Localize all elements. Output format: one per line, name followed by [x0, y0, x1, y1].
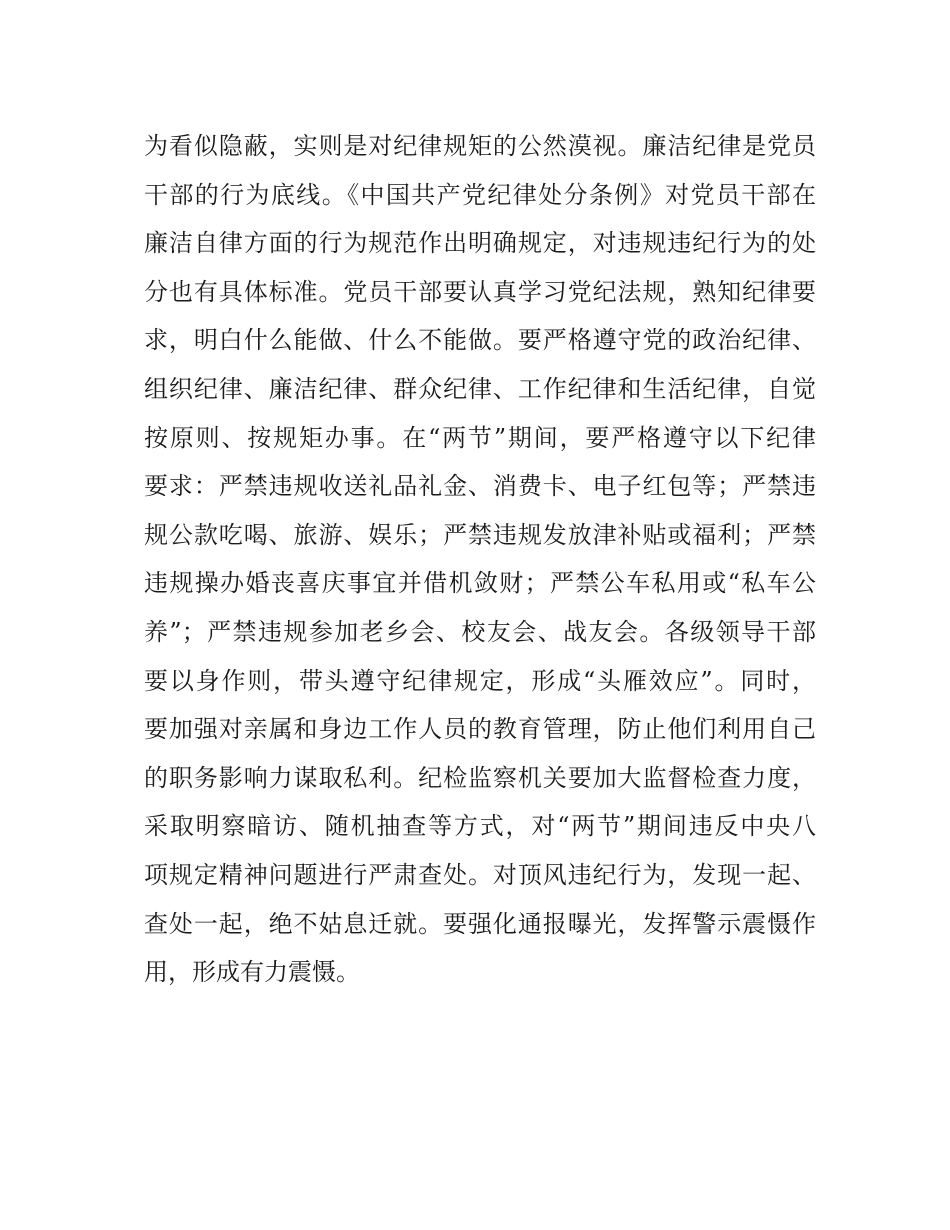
text-line: 查处一起，绝不姑息迁就。要强化通报曝光，发挥警示震慑作 [144, 909, 816, 938]
text-line: 组织纪律、廉洁纪律、群众纪律、工作纪律和生活纪律，自觉 [144, 374, 816, 403]
text-line: 违规操办婚丧喜庆事宜并借机敛财；严禁公车私用或“私车公 [144, 569, 816, 598]
text-line: 要以身作则，带头遵守纪律规定，形成“头雁效应”。同时， [144, 666, 816, 695]
body-paragraph [144, 122, 816, 997]
text-line: 干部的行为底线。《中国共产党纪律处分条例》对党员干部在 [144, 180, 816, 209]
text-line: 项规定精神问题进行严肃查处。对顶风违纪行为，发现一起、 [144, 860, 816, 889]
text-line: 要求：严禁违规收送礼品礼金、消费卡、电子红包等；严禁违 [144, 472, 816, 501]
text-line: 按原则、按规矩办事。在“两节”期间，要严格遵守以下纪律 [144, 423, 816, 452]
text-line: 的职务影响力谋取私利。纪检监察机关要加大监督检查力度， [144, 763, 816, 792]
text-line-last: 用，形成有力震慑。 [144, 958, 360, 987]
text-line: 要加强对亲属和身边工作人员的教育管理，防止他们利用自己 [144, 715, 816, 744]
text-line: 为看似隐蔽，实则是对纪律规矩的公然漠视。廉洁纪律是党员 [144, 132, 816, 160]
text-line: 养”；严禁违规参加老乡会、校友会、战友会。各级领导干部 [144, 617, 816, 646]
text-line: 采取明察暗访、随机抽查等方式，对“两节”期间违反中央八 [144, 812, 816, 841]
text-line: 求，明白什么能做、什么不能做。要严格遵守党的政治纪律、 [144, 326, 816, 355]
text-line: 廉洁自律方面的行为规范作出明确规定，对违规违纪行为的处 [144, 229, 816, 258]
text-line: 规公款吃喝、旅游、娱乐；严禁违规发放津补贴或福利；严禁 [144, 520, 816, 549]
text-line: 分也有具体标准。党员干部要认真学习党纪法规，熟知纪律要 [144, 277, 816, 306]
